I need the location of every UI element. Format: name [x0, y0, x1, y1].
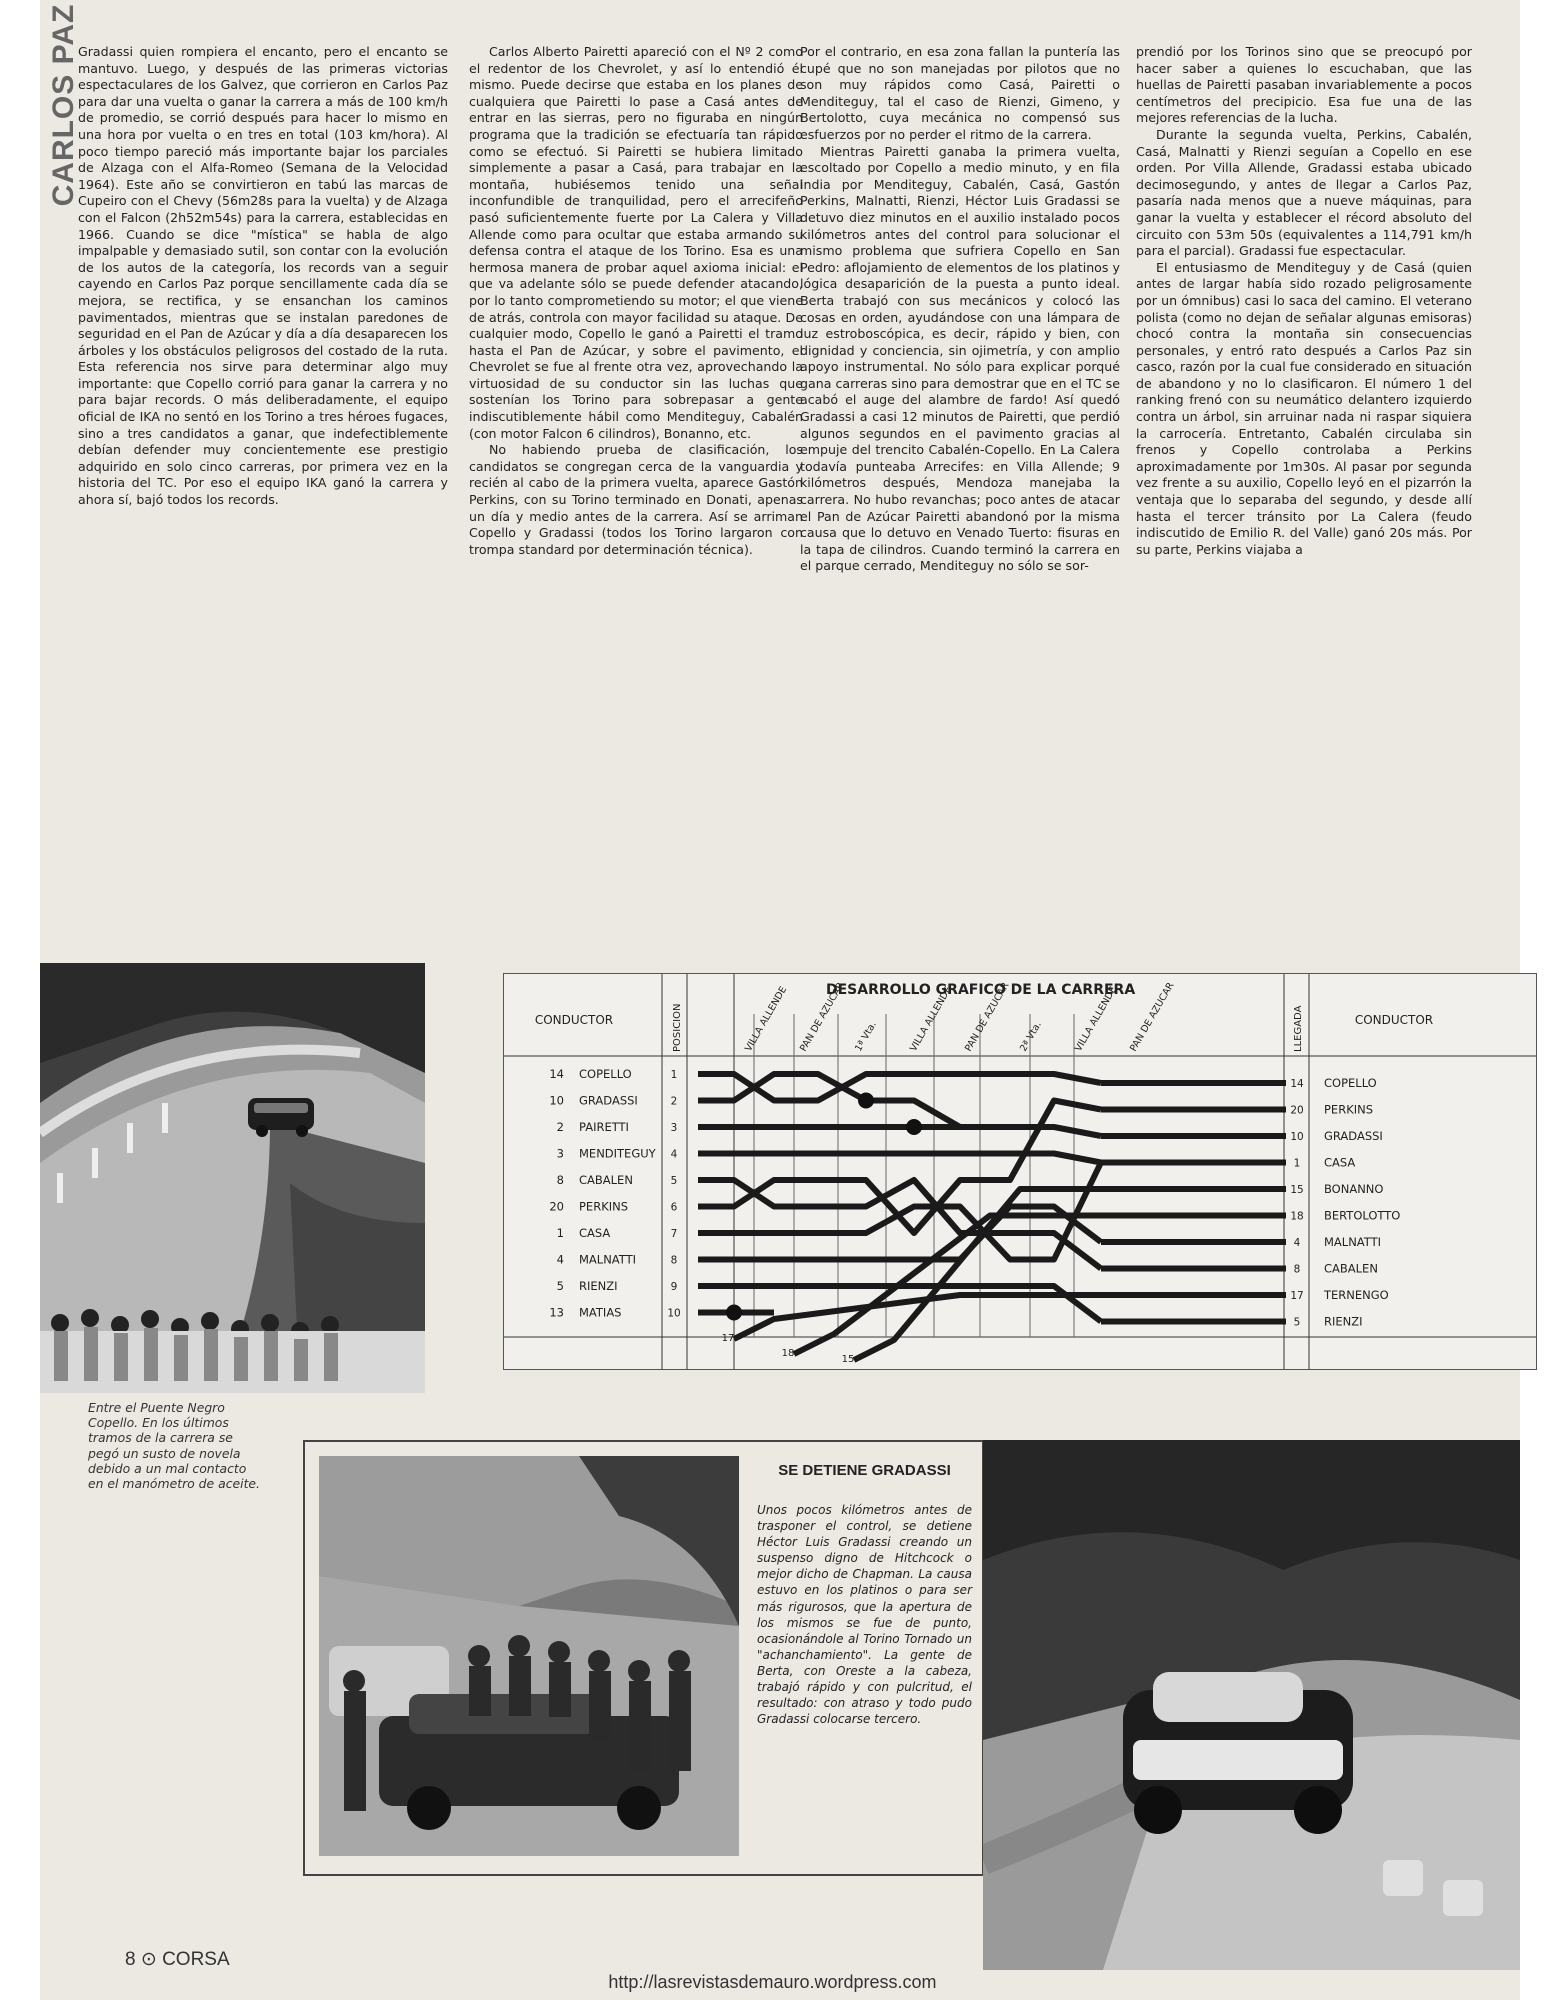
bullet-icon: ⊙ [140, 1949, 157, 1970]
chart-finish-driver: TERNENGO [1324, 1288, 1389, 1302]
chart-start-number: 13 [549, 1305, 564, 1320]
chart-start-driver: RIENZI [579, 1279, 618, 1293]
chart-start-number: 20 [549, 1199, 564, 1214]
chart-finish-driver: MALNATTI [1324, 1235, 1382, 1249]
chart-finish-number: 4 [1293, 1237, 1301, 1249]
paragraph: Durante la segunda vuelta, Perkins, Cabalén, Casá, Malnatti y Rienzi seguían a Copello en ese orden. Por Villa Allende, Gradassi estaba ubicado decimosegundo, y antes de llegar a Carlos Paz, pasaría nada menos que a nueve máquinas, para ganar la vuelta y establecer el récord absoluto del circuito con 53m 50s (equivalentes a 114,791 km/h para el parcial). Gradassi fue espectacular. [1136, 126, 1472, 259]
photo-torino-road [983, 1440, 1520, 1970]
chart-finish-number: 5 [1293, 1316, 1301, 1329]
chart-finish-number: 18 [1290, 1210, 1304, 1223]
chart-line-casa [698, 1163, 1101, 1260]
photo-gradassi-stop-drawing [319, 1456, 739, 1856]
chart-abandon-marker [726, 1305, 742, 1321]
chart-checkpoint-label: PAN DE AZUCAR [963, 980, 1012, 1054]
race-chart-svg [504, 974, 1536, 1369]
chart-start-number: 10 [549, 1093, 564, 1108]
chart-start-driver: PERKINS [579, 1199, 629, 1214]
paragraph: El entusiasmo de Menditeguy y de Casá (quien antes de largar había sido rozado peligrosamente por un ómnibus) casi lo saca del camino. El veterano polista (como no dejan de señalar algunas emisoras) chocó contra la montaña sin consecuencias personales, y entró rato después a Carlos Paz sin casco, razón por la cual fue considerado en situación de abandono y no lo clasificaron. El número 1 del ranking frenó con su neumático delantero izquierdo contra un árbol, sin arruinar nada ni raspar siquiera la carrocería. Entretanto, Cabalén circulaba sin frenos y Copello controlaba a Perkins aproximadamente por 1m30s. Al pasar por segunda vez frente a su auxilio, Copello leyó en el pizarrón la ventaja que lo separaba del segundo, y desde allí hasta el tercer tránsito por La Calera (feudo indiscutido de Emilio R. del Valle) ganó 20s más. Por su parte, Perkins viajaba a [1136, 259, 1472, 557]
chart-start-driver: PAIRETTI [579, 1120, 629, 1134]
chart-start-driver: CASA [579, 1226, 611, 1240]
chart-abandon-marker [906, 1119, 922, 1135]
footer-page-label [125, 1948, 230, 1971]
chart-entrant-label: 17 [721, 1333, 735, 1344]
page-number: 8 [125, 1949, 136, 1970]
chart-start-driver: MENDITEGUY [579, 1146, 656, 1161]
chart-start-position: 9 [670, 1281, 678, 1293]
chart-start-driver: MALNATTI [579, 1252, 637, 1267]
chart-start-position: 8 [670, 1254, 678, 1267]
chart-finish-number: 10 [1290, 1131, 1304, 1143]
chart-start-number: 14 [549, 1067, 564, 1081]
chart-start-position: 4 [670, 1148, 678, 1161]
chart-finish-driver: COPELLO [1324, 1076, 1377, 1090]
paragraph: Gradassi quien rompiera el encanto, pero el encanto se mantuvo. Luego, y después de las primeras victorias espectaculares de los Galvez, que corrieron en Carlos Paz para dar una vuelta o ganar la carrera a más de 100 km/h de promedio, se corrió después para hacer lo mismo en una hora por vuelta o en tres en total (103 km/hora). Al poco tiempo pareció más importante bajar los parciales de Alzaga con el Alfa-Romeo (Semana de la Velocidad 1964). Este año se convirtieron en tabú las marcas de Cupeiro con el Chevy (56m28s para la vuelta) y de Alzaga con el Falcon (2h52m54s) para la carrera, establecidas en 1966. Cuando se dice "mística" se habla de algo impalpable y demasiado sutil, son contar con la evolución de los autos de la categoría, los records van a seguir cayendo en Carlos Paz porque sencillamente cada día se mejora, se rectifica, y se ensanchan los caminos pavimentados, mientras que se instalan paredones de seguridad en el Pan de Azúcar y día a día desaparecen los árboles y los obstáculos peligrosos del costado de la ruta. Esta referencia nos sirve para determinar algo muy importante: que Copello corrió para ganar la carrera y no para bajar records. O más deliberadamente, el equipo oficial de IKA no sentó en los Torino a tres héroes fugaces, sino a tres candidatos a ganar, que indefectiblemente debían defender muy concientemente ese prestigio adquirido en solo cinco carreras, por primera vez en la historia del TC. Por eso el equipo IKA ganó la carrera y ahora sí, bajó todos los records. [78, 44, 448, 508]
photo-torino-road-drawing [983, 1440, 1520, 1970]
chart-header-conductor-right: CONDUCTOR [1354, 1013, 1434, 1027]
inset-text: Unos pocos kilómetros antes de trasponer el control, se detiene Héctor Luis Gradassi creando un suspenso digno de Hitchcock o mejor dicho de Chapman. La causa estuvo en los platinos o para ser más rigurosos, que la apertura de los mismos se fue de punto, ocasionándole al Torino Tornado un "achanchamiento". La gente de Berta, con Oreste a la cabeza, trabajó rápido y con pulcritud, el resultado: con atraso y todo pudo Gradassi colocarse tercero. [757, 1503, 972, 1727]
chart-abandon-marker [858, 1093, 874, 1109]
chart-start-number: 3 [556, 1146, 564, 1161]
chart-start-position: 3 [670, 1122, 678, 1134]
photo-mountain-curve-drawing [40, 963, 425, 1393]
chart-finish-driver: GRADASSI [1324, 1129, 1383, 1143]
chart-finish-number: 15 [1290, 1184, 1304, 1196]
chart-checkpoint-label: VILLA ALLENDE [908, 984, 955, 1054]
chart-header-finish: LLEGADA [1293, 1005, 1304, 1052]
magazine-name: CORSA [162, 1949, 230, 1970]
chart-entrant-label: 15 [841, 1354, 855, 1365]
paragraph: Carlos Alberto Pairetti apareció con el Nº 2 como el redentor de los Chevrolet, y así lo entendió él mismo. Puede decirse que estaba en los planes de cualquiera que Pairetti lo pase a Casá antes de entrar en las sierras, pero no figuraba en ningún programa que la tradición se efectuaría tan rápido como se efectuó. Si Pairetti se hubiera limitado simplemente a pasar a Casá, para trabajar en la montaña, hubiésemos tenido una señal inconfundible de tranquilidad, pero el arrecifeño pasó suficientemente fuerte por La Calera y Villa Allende como para ocultar que estaba armando su defensa contra el ataque de los Torino. Esa es una hermosa manera de probar aquel axioma inicial: el que va adelante sólo se puede defender atacando, por lo tanto comprometiendo su motor; el que viene de atrás, controla con mayor facilidad su ataque. De cualquier modo, Copello le ganó a Pairetti el tramo hasta el Pan de Azúcar, y sobre el pavimento, el Chevrolet se fue al frente otra vez, aprovechando la virtuosidad de su conductor sin las luchas que sostenían los Torino para sobrepasar a gente indiscutiblemente hábil como Menditeguy, Cabalén (con motor Falcon 6 cilindros), Bonanno, etc. [469, 44, 803, 441]
chart-start-driver: COPELLO [579, 1067, 632, 1081]
chart-start-number: 8 [556, 1173, 564, 1187]
chart-finish-driver: BONANNO [1324, 1182, 1384, 1196]
chart-start-position: 10 [667, 1307, 681, 1320]
chart-start-position: 5 [670, 1175, 678, 1187]
chart-checkpoint-label: VILLA ALLENDE [743, 984, 790, 1054]
chart-start-driver: GRADASSI [579, 1093, 638, 1108]
chart-start-number: 4 [556, 1252, 564, 1267]
chart-checkpoint-label: 2ª Vta. [1018, 1019, 1044, 1054]
chart-line-menditeguy [698, 1154, 1101, 1163]
chart-checkpoint-label: VILLA ALLENDE [1073, 984, 1120, 1054]
photo-caption-left: Entre el Puente Negro Copello. En los últimos tramos de la carrera se pegó un susto de novela debido a un mal contacto en el manómetro de aceite. [88, 1400, 260, 1492]
paragraph: Mientras Pairetti ganaba la primera vuelta, escoltado por Copello a medio minuto, y en fila india por Menditeguy, Cabalén, Casá, Gastón Perkins, Malnatti, Rienzi, Héctor Luis Gradassi se detuvo diez minutos en el auxilio instalado pocos kilómetros antes del control para solucionar el mismo problema que sufriera Copello en San Pedro: aflojamiento de elementos de los platinos y lógica desaparición de la puesta a punto ideal. Berta trabajó con sus mecánicos y colocó las cosas en orden, ayudándose con una lámpara de luz estroboscópica, es decir, rápido y bien, con dignidad y conciencia, sin ojimetría, y con amplio apoyo instrumental. No sólo para explicar porqué gana carreras sino para demostrar que en el TC se acabó el auge del alambre de fardo! Así quedó Gradassi a casi 12 minutos de Pairetti, que perdió algunos segundos en el pavimento gracias al empuje del trencito Cabalén-Copello. En La Calera todavía punteaba Arrecifes: en Villa Allende; 9 kilómetros después, Mendoza manejaba la carrera. No hubo revanchas; poco antes de atacar el Pan de Azúcar Pairetti abandonó por la misma causa que lo detuvo en Venado Tuerto: fisuras en la tapa de cilindros. Cuando terminó la carrera en el parque cerrado, Menditeguy no sólo se sor- [800, 143, 1120, 574]
text-column-3 [800, 44, 1120, 944]
chart-finish-driver: PERKINS [1324, 1102, 1374, 1117]
chart-start-position: 2 [670, 1095, 678, 1108]
paragraph: Por el contrario, en esa zona fallan la puntería las cupé que no son manejadas por pilotos que no son muy rápidos como Casá, Pairetti o Menditeguy, tal el caso de Rienzi, Gimeno, y Bertolotto, cuya mecánica no compensó sus esfuerzos por no perder el ritmo de la carrera. [800, 44, 1120, 142]
chart-title: DESARROLLO GRAFICO DE LA CARRERA [826, 982, 1136, 998]
chart-start-number: 5 [556, 1279, 564, 1293]
chart-checkpoint-label: PAN DE AZUCAR [1128, 980, 1177, 1054]
chart-entrant-label: 18 [781, 1348, 795, 1359]
chart-start-position: 1 [670, 1069, 678, 1081]
chart-start-number: 1 [556, 1226, 564, 1240]
text-column-1 [78, 44, 448, 944]
chart-finish-driver: CABALEN [1324, 1261, 1378, 1276]
inset-box [303, 1440, 984, 1876]
chart-finish-number: 17 [1290, 1290, 1304, 1302]
chart-start-driver: CABALEN [579, 1173, 633, 1187]
chart-finish-number: 20 [1290, 1104, 1304, 1117]
chart-header-position: POSICION [672, 1003, 683, 1052]
source-url: http://lasrevistasdemauro.wordpress.com [608, 1972, 937, 1992]
chart-checkpoint-label: 1ª Vta. [853, 1019, 879, 1054]
chart-start-driver: MATIAS [579, 1305, 622, 1320]
text-column-4 [1136, 44, 1472, 944]
photo-gradassi-stop [319, 1456, 739, 1856]
photo-mountain-curve [40, 963, 425, 1393]
chart-finish-driver: RIENZI [1324, 1314, 1363, 1329]
chart-finish-number: 14 [1290, 1078, 1304, 1090]
chart-line-entrant [734, 1295, 1286, 1339]
chart-finish-driver: CASA [1324, 1155, 1356, 1170]
chart-checkpoint-label: PAN DE AZUCAR [798, 980, 847, 1054]
chart-start-number: 2 [556, 1120, 564, 1134]
race-chart [503, 973, 1537, 1370]
section-label-text: CARLOS PAZ [47, 3, 80, 207]
magazine-page [40, 0, 1520, 2000]
chart-start-position: 7 [670, 1228, 678, 1240]
paragraph: No habiendo prueba de clasificación, los candidatos se congregan cerca de la vanguardia y recién al cabo de la primera vuelta, aparece Gastón Perkins, con su Torino terminado en Donati, apenas un día y medio antes de la carrera. Así se arriman Copello y Gradassi (todos los Torino largaron con trompa standard por determinación técnica). [469, 442, 803, 557]
text-column-2 [469, 44, 803, 944]
chart-finish-driver: BERTOLOTTO [1324, 1208, 1401, 1223]
chart-start-position: 6 [670, 1201, 678, 1214]
paragraph: prendió por los Torinos sino que se preocupó por hacer saber a quienes lo escuchaban, que las huellas de Pairetti pasaban invariablemente a pocos centímetros del precipicio. Esa fue una de las mejores referencias de la lucha. [1136, 44, 1472, 126]
chart-finish-number: 8 [1293, 1263, 1301, 1276]
chart-header-conductor-left: CONDUCTOR [534, 1013, 614, 1027]
chart-finish-number: 1 [1293, 1157, 1301, 1170]
inset-title: SE DETIENE GRADASSI [778, 1462, 951, 1479]
